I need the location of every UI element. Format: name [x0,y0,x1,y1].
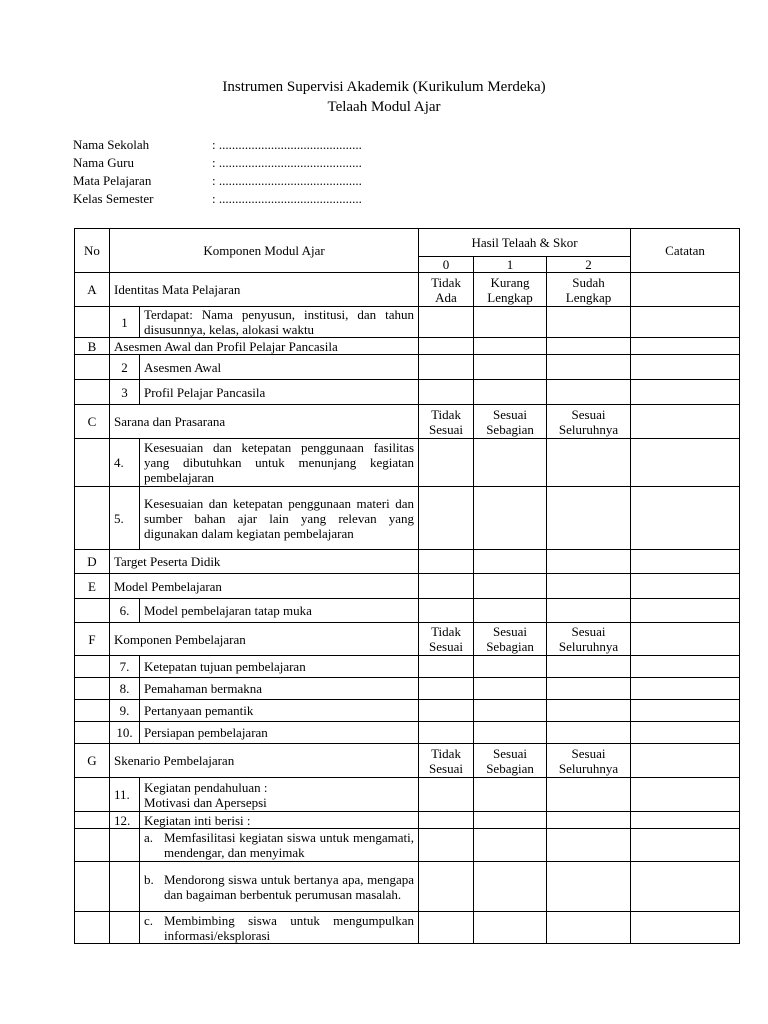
score-cell-2[interactable] [547,439,631,487]
score-cell-0[interactable] [419,599,474,623]
score-cell-1[interactable] [474,355,547,380]
item-row-2 [75,355,740,380]
empty-cell [75,678,110,700]
item-row-4 [75,439,740,487]
score-cell-0[interactable] [419,355,474,380]
section-letter: A [75,273,110,307]
header-no: No [75,229,110,273]
empty-cell [75,700,110,722]
item-number: 5. [110,487,140,550]
empty-cell [110,912,140,944]
item-text: Model pembelajaran tatap muka [140,599,419,623]
notes-cell[interactable] [631,678,740,700]
document-title: Instrumen Supervisi Akademik (Kurikulum Merdeka) [222,79,546,95]
score-cell-1[interactable] [474,307,547,338]
empty-cell [75,862,110,912]
section-row-g [75,744,740,778]
score-cell-0[interactable] [419,722,474,744]
empty-cell [75,778,110,812]
identity-fields [73,136,362,208]
subitem-row-a [75,829,740,862]
notes-cell[interactable] [631,623,740,656]
score-cell-1[interactable] [474,338,547,355]
section-title: Identitas Mata Pelajaran [110,273,419,307]
table-header-row [75,229,740,257]
section-title: Komponen Pembelajaran [110,623,419,656]
item-number: 8. [110,678,140,700]
score-cell-2[interactable] [547,307,631,338]
notes-cell[interactable] [631,338,740,355]
section-title: Asesmen Awal dan Profil Pelajar Pancasila [110,338,419,355]
section-letter: B [75,338,110,355]
notes-cell[interactable] [631,405,740,439]
item-text: Kegiatan inti berisi : [140,812,419,829]
score-cell-1[interactable] [474,700,547,722]
notes-cell[interactable] [631,656,740,678]
score-cell-1[interactable] [474,574,547,599]
empty-cell [75,599,110,623]
score-label-0: Tidak Sesuai [419,405,474,439]
meta-value: : ............................................ [212,155,362,170]
score-cell-1[interactable] [474,829,547,862]
section-row-b [75,338,740,355]
score-cell-2[interactable] [547,355,631,380]
subitem-body: Mendorong siswa untuk bertanya apa, mengapa dan bagaiman berbentuk perumusan masalah. [164,871,415,902]
item-number: 9. [110,700,140,722]
item-text: Persiapan pembelajaran [140,722,419,744]
score-label-2: Sesuai Seluruhnya [547,405,631,439]
empty-cell [75,722,110,744]
score-cell-1[interactable] [474,439,547,487]
notes-cell[interactable] [631,862,740,912]
score-cell-2[interactable] [547,678,631,700]
item-row-3 [75,380,740,405]
score-cell-0[interactable] [419,829,474,862]
meta-row-class [73,190,362,208]
item-text: Profil Pelajar Pancasila [140,380,419,405]
item-text [140,778,419,812]
meta-row-school [73,136,362,154]
score-label-1: Sesuai Sebagian [474,623,547,656]
score-label-0: Tidak Sesuai [419,623,474,656]
score-cell-0[interactable] [419,912,474,944]
score-cell-2[interactable] [547,912,631,944]
item-text: Asesmen Awal [140,355,419,380]
item-number: 3 [110,380,140,405]
score-cell-2[interactable] [547,829,631,862]
subitem-letter: c. [144,912,154,928]
score-cell-0[interactable] [419,574,474,599]
notes-cell[interactable] [631,550,740,574]
meta-value: : ............................................ [212,137,362,152]
score-cell-0[interactable] [419,656,474,678]
empty-cell [75,487,110,550]
score-label-0: Tidak Ada [419,273,474,307]
item-text: Pemahaman bermakna [140,678,419,700]
score-cell-1[interactable] [474,862,547,912]
notes-cell[interactable] [631,307,740,338]
score-cell-1[interactable] [474,778,547,812]
score-cell-1[interactable] [474,599,547,623]
item-row-12 [75,812,740,829]
supervision-table [74,228,740,944]
item-text: Kesesuaian dan ketepatan penggunaan materi dan sumber bahan ajar lain yang relevan yang digunakan dalam kegiatan pembelajaran [140,487,419,550]
item-row-11 [75,778,740,812]
score-cell-2[interactable] [547,862,631,912]
notes-cell[interactable] [631,912,740,944]
notes-cell[interactable] [631,487,740,550]
score-cell-2[interactable] [547,700,631,722]
meta-label: Nama Sekolah [73,137,150,152]
score-cell-2[interactable] [547,812,631,829]
score-cell-2[interactable] [547,550,631,574]
section-title: Model Pembelajaran [110,574,419,599]
score-cell-0[interactable] [419,678,474,700]
item-number: 11. [110,778,140,812]
section-letter: F [75,623,110,656]
notes-cell[interactable] [631,599,740,623]
header-result: Hasil Telaah & Skor [419,229,631,257]
item-number: 12. [110,812,140,829]
score-cell-2[interactable] [547,599,631,623]
header-score-0: 0 [419,257,474,273]
score-cell-0[interactable] [419,778,474,812]
section-row-a [75,273,740,307]
subitem-letter: b. [144,871,154,887]
notes-cell[interactable] [631,355,740,380]
score-cell-1[interactable] [474,722,547,744]
document-subtitle: Telaah Modul Ajar [327,99,441,115]
item-number: 7. [110,656,140,678]
subitem-body: Memfasilitasi kegiatan siswa untuk mengamati, mendengar, dan menyimak [164,830,415,860]
item-text: Terdapat: Nama penyusun, institusi, dan tahun disusunnya, kelas, alokasi waktu [140,307,419,338]
score-cell-0[interactable] [419,700,474,722]
meta-row-teacher [73,154,362,172]
section-row-c [75,405,740,439]
item-row-7 [75,656,740,678]
empty-cell [75,307,110,338]
score-label-1: Sesuai Sebagian [474,744,547,778]
item-number: 4. [110,439,140,487]
empty-cell [75,380,110,405]
score-label-2: Sesuai Seluruhnya [547,623,631,656]
score-cell-2[interactable] [547,722,631,744]
meta-label: Mata Pelajaran [73,173,152,188]
section-row-e [75,574,740,599]
score-cell-2[interactable] [547,656,631,678]
empty-cell [110,862,140,912]
empty-cell [75,355,110,380]
score-cell-1[interactable] [474,656,547,678]
subitem-text [140,912,419,944]
notes-cell[interactable] [631,778,740,812]
score-cell-0[interactable] [419,439,474,487]
section-title: Target Peserta Didik [110,550,419,574]
subitem-row-c [75,912,740,944]
section-title: Sarana dan Prasarana [110,405,419,439]
empty-cell [75,439,110,487]
score-label-2: Sudah Lengkap [547,273,631,307]
score-cell-0[interactable] [419,380,474,405]
score-cell-2[interactable] [547,574,631,599]
score-cell-0[interactable] [419,812,474,829]
section-title: Skenario Pembelajaran [110,744,419,778]
item-text: Kesesuaian dan ketepatan penggunaan fasilitas yang dibutuhkan untuk menunjang kegiatan pembelajaran [140,439,419,487]
item-text: Pertanyaan pemantik [140,700,419,722]
score-cell-0[interactable] [419,338,474,355]
score-cell-1[interactable] [474,912,547,944]
notes-cell[interactable] [631,273,740,307]
item-row-10 [75,722,740,744]
subitem-letter: a. [144,830,154,845]
meta-row-subject [73,172,362,190]
notes-cell[interactable] [631,744,740,778]
subitem-row-b [75,862,740,912]
score-cell-2[interactable] [547,487,631,550]
score-label-1: Sesuai Sebagian [474,405,547,439]
score-label-1: Kurang Lengkap [474,273,547,307]
empty-cell [110,829,140,862]
item-text-line: Kegiatan pendahuluan : [144,779,268,795]
score-cell-0[interactable] [419,307,474,338]
empty-cell [75,829,110,862]
item-row-5 [75,487,740,550]
score-cell-2[interactable] [547,338,631,355]
section-letter: D [75,550,110,574]
subitem-body: Membimbing siswa untuk mengumpulkan informasi/eksplorasi [164,912,415,943]
item-number: 10. [110,722,140,744]
notes-cell[interactable] [631,812,740,829]
subitem-text [140,862,419,912]
empty-cell [75,912,110,944]
section-letter: E [75,574,110,599]
item-number: 2 [110,355,140,380]
header-score-1: 1 [474,257,547,273]
meta-label: Kelas Semester [73,191,154,206]
section-letter: G [75,744,110,778]
item-row-6 [75,599,740,623]
header-component: Komponen Modul Ajar [110,229,419,273]
notes-cell[interactable] [631,380,740,405]
subitem-text [140,829,419,862]
item-row-9 [75,700,740,722]
score-cell-0[interactable] [419,550,474,574]
score-cell-1[interactable] [474,380,547,405]
header-notes: Catatan [631,229,740,273]
header-score-2: 2 [547,257,631,273]
score-label-0: Tidak Sesuai [419,744,474,778]
score-label-2: Sesuai Seluruhnya [547,744,631,778]
item-number: 1 [110,307,140,338]
item-number: 6. [110,599,140,623]
section-letter: C [75,405,110,439]
notes-cell[interactable] [631,439,740,487]
score-cell-1[interactable] [474,550,547,574]
notes-cell[interactable] [631,829,740,862]
notes-cell[interactable] [631,574,740,599]
empty-cell [75,812,110,829]
empty-cell [75,656,110,678]
notes-cell[interactable] [631,700,740,722]
section-row-f [75,623,740,656]
score-cell-1[interactable] [474,812,547,829]
meta-value: : ............................................ [212,173,362,188]
item-text: Ketepatan tujuan pembelajaran [140,656,419,678]
score-cell-2[interactable] [547,778,631,812]
score-cell-1[interactable] [474,487,547,550]
score-cell-1[interactable] [474,678,547,700]
item-row-1 [75,307,740,338]
section-row-d [75,550,740,574]
score-cell-2[interactable] [547,380,631,405]
meta-label: Nama Guru [73,155,135,170]
score-cell-0[interactable] [419,487,474,550]
score-cell-0[interactable] [419,862,474,912]
item-text-line: Motivasi dan Apersepsi [144,794,267,810]
meta-value: : ............................................ [212,191,362,206]
notes-cell[interactable] [631,722,740,744]
item-row-8 [75,678,740,700]
